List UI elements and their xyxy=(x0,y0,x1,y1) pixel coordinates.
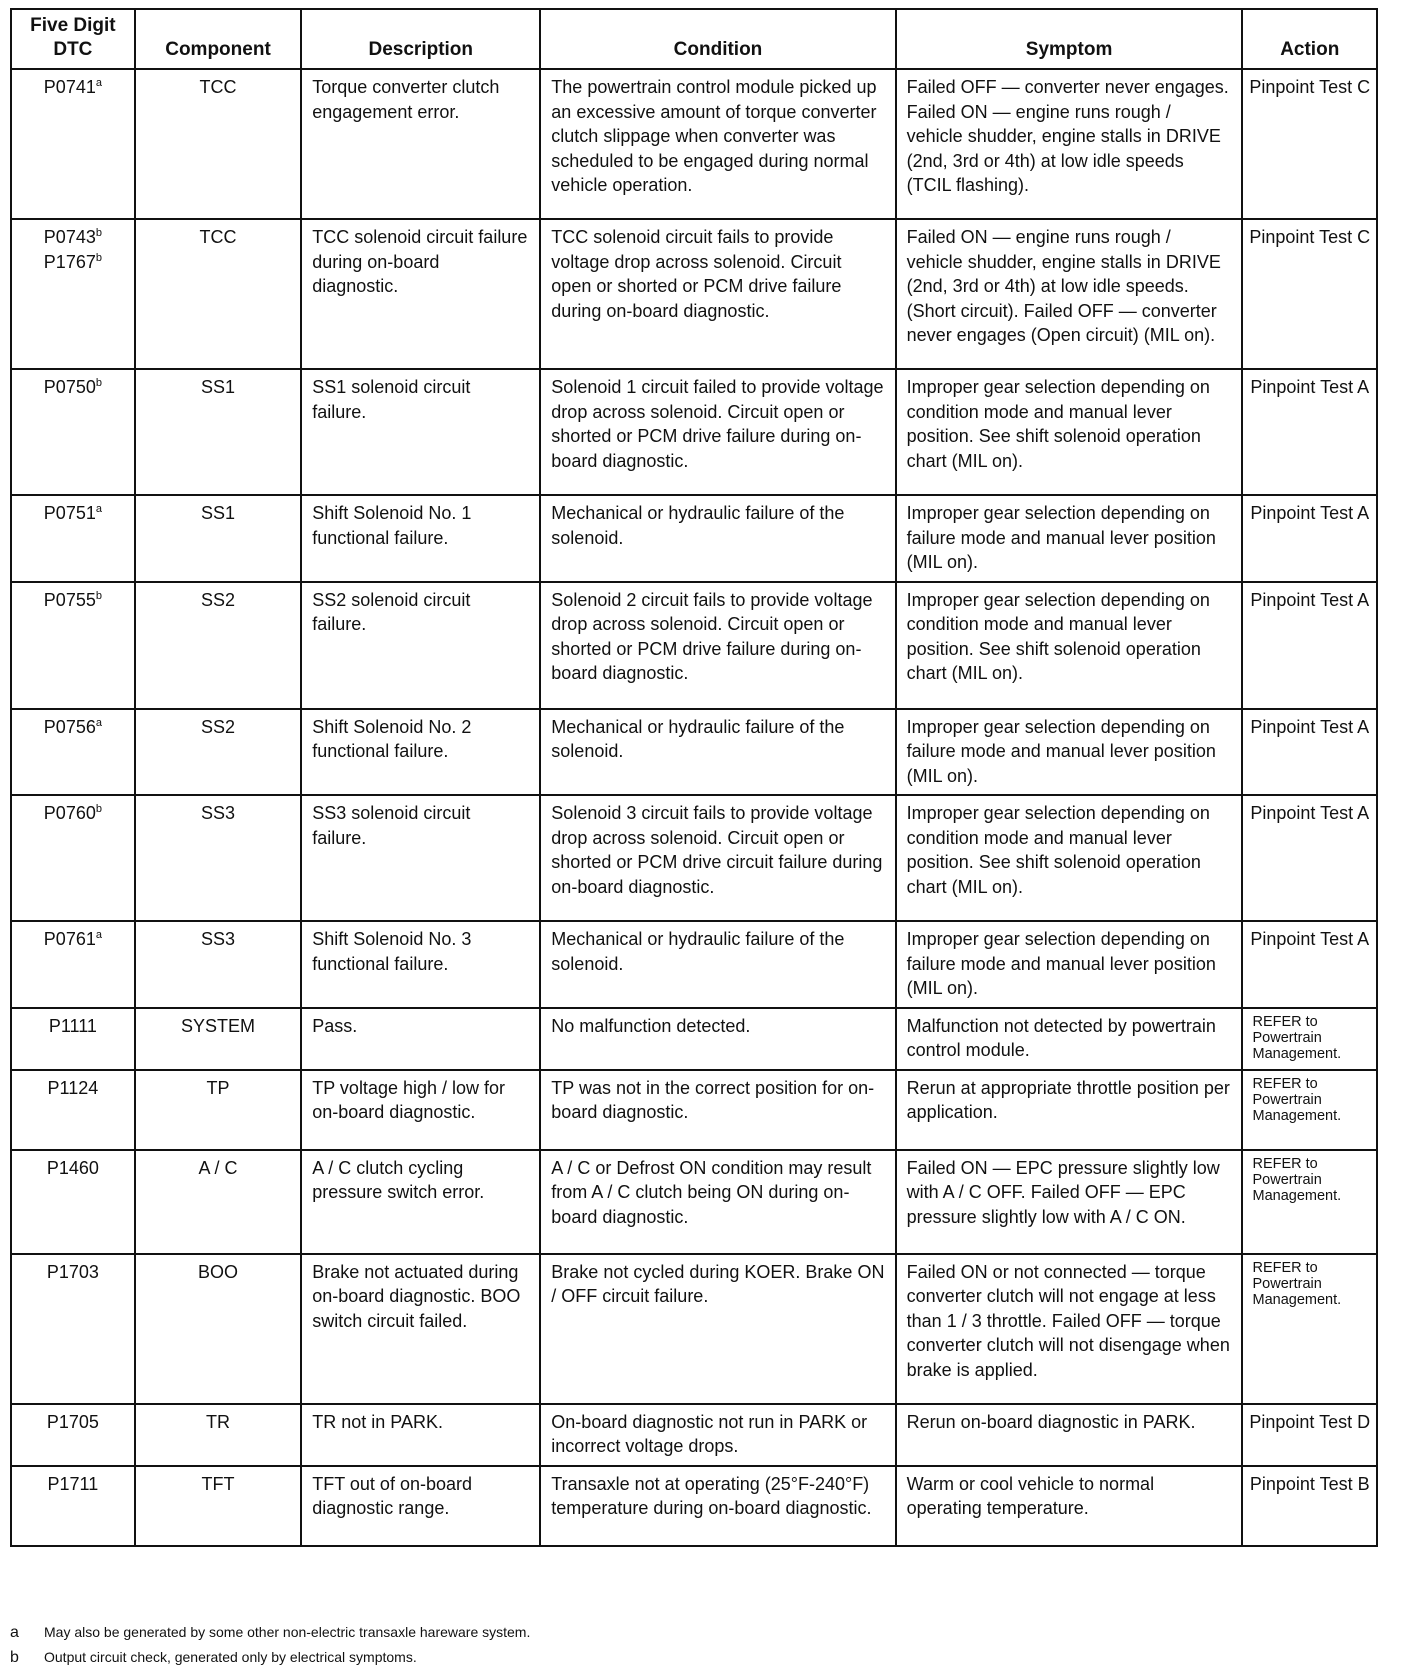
cell-symptom: Failed ON — engine runs rough / vehicle shudder, engine stalls in DRIVE (2nd, 3rd or 4th) at low idle speeds. (Short circuit). Failed OFF — converter never engages (Open circuit) (MIL on). xyxy=(896,219,1243,369)
dtc-code: P1703 xyxy=(46,1261,99,1282)
table-row xyxy=(11,1466,1377,1546)
dtc-code-line xyxy=(16,1410,130,1435)
dtc-code-line xyxy=(16,225,130,250)
cell-action: Pinpoint Test D xyxy=(1242,1404,1377,1466)
cell-symptom: Failed ON — EPC pressure slightly low with A / C OFF. Failed OFF — EPC pressure slightly low with A / C ON. xyxy=(896,1150,1243,1254)
footnote-ref: b xyxy=(95,589,102,602)
table-row xyxy=(11,1008,1377,1070)
header-condition: Condition xyxy=(540,9,895,69)
header-dtc: Five Digit DTC xyxy=(11,9,135,69)
footnote-marker: a xyxy=(10,1624,19,1641)
cell-action: Pinpoint Test A xyxy=(1242,709,1377,796)
cell-action: REFER to Powertrain Management. xyxy=(1242,1070,1377,1150)
cell-action: Pinpoint Test A xyxy=(1242,369,1377,495)
cell-action: Pinpoint Test A xyxy=(1242,795,1377,921)
cell-condition: Mechanical or hydraulic failure of the solenoid. xyxy=(540,921,895,1008)
cell-description: TR not in PARK. xyxy=(301,1404,540,1466)
cell-symptom: Rerun at appropriate throttle position per application. xyxy=(896,1070,1243,1150)
cell-dtc xyxy=(11,709,135,796)
cell-condition: Mechanical or hydraulic failure of the solenoid. xyxy=(540,709,895,796)
dtc-table xyxy=(10,8,1378,1547)
cell-component: SS1 xyxy=(135,495,301,582)
cell-condition: Mechanical or hydraulic failure of the solenoid. xyxy=(540,495,895,582)
cell-description: Shift Solenoid No. 1 functional failure. xyxy=(301,495,540,582)
cell-dtc xyxy=(11,1404,135,1466)
header-component: Component xyxy=(135,9,301,69)
table-row xyxy=(11,495,1377,582)
table-row xyxy=(11,69,1377,219)
footnote-ref: a xyxy=(95,503,102,515)
cell-symptom: Improper gear selection depending on failure mode and manual lever position (MIL on). xyxy=(896,495,1243,582)
table-row xyxy=(11,369,1377,495)
dtc-code: P1705 xyxy=(46,1411,99,1432)
cell-component: TCC xyxy=(135,69,301,219)
cell-condition: A / C or Defrost ON condition may result from A / C clutch being ON during on-board diagnostic. xyxy=(540,1150,895,1254)
dtc-code: P0755 xyxy=(43,589,96,610)
cell-condition: Solenoid 1 circuit failed to provide voltage drop across solenoid. Circuit open or shorted or PCM drive failure during on-board diagnostic. xyxy=(540,369,895,495)
footnotes xyxy=(10,1620,530,1670)
cell-condition: TCC solenoid circuit fails to provide voltage drop across solenoid. Circuit open or shorted or PCM drive failure during on-board diagnostic. xyxy=(540,219,895,369)
table-row xyxy=(11,219,1377,369)
cell-component: A / C xyxy=(135,1150,301,1254)
cell-component: TR xyxy=(135,1404,301,1466)
footnote-ref: a xyxy=(95,77,102,89)
dtc-code: P0756 xyxy=(43,716,96,737)
table-body xyxy=(11,69,1377,1546)
cell-condition: The powertrain control module picked up an excessive amount of torque converter clutch slippage when converter was scheduled to be engaged during normal vehicle operation. xyxy=(540,69,895,219)
cell-action: Pinpoint Test A xyxy=(1242,921,1377,1008)
cell-description: SS1 solenoid circuit failure. xyxy=(301,369,540,495)
cell-condition: Solenoid 3 circuit fails to provide voltage drop across solenoid. Circuit open or shorted or PCM drive circuit failure during on-board diagnostic. xyxy=(540,795,895,921)
dtc-code: P1711 xyxy=(47,1473,99,1494)
cell-action: REFER to Powertrain Management. xyxy=(1242,1008,1377,1070)
cell-symptom: Improper gear selection depending on failure mode and manual lever position (MIL on). xyxy=(896,709,1243,796)
cell-symptom: Failed ON or not connected — torque converter clutch will not engage at less than 1 / 3 throttle. Failed OFF — torque converter clutch will not disengage when brake is applied. xyxy=(896,1254,1243,1404)
table-row xyxy=(11,1404,1377,1466)
cell-dtc xyxy=(11,582,135,709)
cell-description: TCC solenoid circuit failure during on-board diagnostic. xyxy=(301,219,540,369)
cell-action: REFER to Powertrain Management. xyxy=(1242,1254,1377,1404)
dtc-code-line xyxy=(16,1076,130,1101)
footnote-text: Output circuit check, generated only by electrical symptoms. xyxy=(44,1649,417,1665)
dtc-code: P0751 xyxy=(43,503,96,523)
footnote-marker: b xyxy=(10,1649,19,1666)
cell-symptom: Warm or cool vehicle to normal operating temperature. xyxy=(896,1466,1243,1546)
cell-component: TP xyxy=(135,1070,301,1150)
dtc-code: P0741 xyxy=(43,77,96,97)
cell-dtc xyxy=(11,1070,135,1150)
footnote-b xyxy=(10,1645,530,1670)
header-symptom: Symptom xyxy=(896,9,1243,69)
dtc-code-line xyxy=(16,1472,130,1497)
cell-description: Torque converter clutch engagement error. xyxy=(301,69,540,219)
cell-symptom: Rerun on-board diagnostic in PARK. xyxy=(896,1404,1243,1466)
cell-condition: Transaxle not at operating (25°F-240°F) temperature during on-board diagnostic. xyxy=(540,1466,895,1546)
dtc-code: P0750 xyxy=(43,377,96,397)
cell-action: Pinpoint Test C xyxy=(1242,69,1377,219)
dtc-code-line xyxy=(16,588,130,613)
table-row xyxy=(11,1254,1377,1404)
cell-description: SS3 solenoid circuit failure. xyxy=(301,795,540,921)
cell-description: TP voltage high / low for on-board diagnostic. xyxy=(301,1070,540,1150)
cell-action: Pinpoint Test A xyxy=(1242,582,1377,709)
dtc-code: P1124 xyxy=(47,1077,99,1098)
cell-dtc xyxy=(11,495,135,582)
cell-symptom: Improper gear selection depending on failure mode and manual lever position (MIL on). xyxy=(896,921,1243,1008)
cell-condition: Brake not cycled during KOER. Brake ON / OFF circuit failure. xyxy=(540,1254,895,1404)
cell-component: SS2 xyxy=(135,582,301,709)
cell-action: REFER to Powertrain Management. xyxy=(1242,1150,1377,1254)
cell-condition: TP was not in the correct position for on-board diagnostic. xyxy=(540,1070,895,1150)
cell-dtc xyxy=(11,219,135,369)
cell-dtc xyxy=(11,921,135,1008)
cell-component: SS3 xyxy=(135,921,301,1008)
table-row xyxy=(11,709,1377,796)
cell-component: TFT xyxy=(135,1466,301,1546)
footnote-ref: b xyxy=(95,377,102,389)
cell-symptom: Failed OFF — converter never engages. Failed ON — engine runs rough / vehicle shudder, engine stalls in DRIVE (2nd, 3rd or 4th) at low idle speeds (TCIL flashing). xyxy=(896,69,1243,219)
cell-component: SS3 xyxy=(135,795,301,921)
cell-component: SYSTEM xyxy=(135,1008,301,1070)
cell-dtc xyxy=(11,795,135,921)
cell-dtc xyxy=(11,369,135,495)
dtc-code-line xyxy=(16,801,130,826)
cell-condition: No malfunction detected. xyxy=(540,1008,895,1070)
table-row xyxy=(11,921,1377,1008)
table-row xyxy=(11,795,1377,921)
cell-component: TCC xyxy=(135,219,301,369)
footnote-ref: b xyxy=(95,251,102,264)
dtc-code-line xyxy=(16,501,130,526)
cell-action: Pinpoint Test B xyxy=(1242,1466,1377,1546)
cell-description: Shift Solenoid No. 3 functional failure. xyxy=(301,921,540,1008)
cell-symptom: Improper gear selection depending on condition mode and manual lever position. See shift solenoid operation chart (MIL on). xyxy=(896,369,1243,495)
cell-description: TFT out of on-board diagnostic range. xyxy=(301,1466,540,1546)
footnote-a xyxy=(10,1620,530,1645)
dtc-code: P0760 xyxy=(43,803,96,823)
dtc-code: P1460 xyxy=(46,1157,99,1178)
table-row xyxy=(11,1150,1377,1254)
cell-symptom: Improper gear selection depending on condition mode and manual lever position. See shift solenoid operation chart (MIL on). xyxy=(896,582,1243,709)
dtc-code-line xyxy=(16,1014,130,1039)
cell-condition: Solenoid 2 circuit fails to provide voltage drop across solenoid. Circuit open or shorted or PCM drive failure during on-board diagnostic. xyxy=(540,582,895,709)
cell-dtc xyxy=(11,1466,135,1546)
footnote-text: May also be generated by some other non-electric transaxle hareware system. xyxy=(44,1624,531,1640)
footnote-ref: a xyxy=(95,929,102,941)
footnote-ref: a xyxy=(95,716,102,729)
dtc-code-line xyxy=(16,375,130,400)
cell-action: Pinpoint Test C xyxy=(1242,219,1377,369)
cell-component: SS2 xyxy=(135,709,301,796)
table-row xyxy=(11,582,1377,709)
dtc-code: P0761 xyxy=(43,929,96,949)
dtc-code-line xyxy=(16,75,130,100)
dtc-code-line xyxy=(16,715,130,740)
cell-action: Pinpoint Test A xyxy=(1242,495,1377,582)
footnote-ref: b xyxy=(95,227,102,239)
dtc-code-line xyxy=(16,1156,130,1181)
table-row xyxy=(11,1070,1377,1150)
cell-symptom: Improper gear selection depending on condition mode and manual lever position. See shift solenoid operation chart (MIL on). xyxy=(896,795,1243,921)
cell-description: Brake not actuated during on-board diagnostic. BOO switch circuit failed. xyxy=(301,1254,540,1404)
cell-description: Pass. xyxy=(301,1008,540,1070)
cell-component: SS1 xyxy=(135,369,301,495)
cell-component: BOO xyxy=(135,1254,301,1404)
dtc-code: P1767 xyxy=(43,251,96,272)
cell-dtc xyxy=(11,1254,135,1404)
cell-description: A / C clutch cycling pressure switch error. xyxy=(301,1150,540,1254)
dtc-code-line xyxy=(16,1260,130,1285)
dtc-code: P1111 xyxy=(48,1015,97,1036)
cell-dtc xyxy=(11,69,135,219)
cell-condition: On-board diagnostic not run in PARK or incorrect voltage drops. xyxy=(540,1404,895,1466)
cell-dtc xyxy=(11,1008,135,1070)
dtc-code-line xyxy=(16,927,130,952)
dtc-code: P0743 xyxy=(43,227,96,247)
header-description: Description xyxy=(301,9,540,69)
cell-symptom: Malfunction not detected by powertrain control module. xyxy=(896,1008,1243,1070)
dtc-document xyxy=(10,8,1378,1547)
cell-description: SS2 solenoid circuit failure. xyxy=(301,582,540,709)
dtc-code-line xyxy=(16,250,130,275)
footnote-ref: b xyxy=(95,803,102,815)
table-header-row xyxy=(11,9,1377,69)
cell-dtc xyxy=(11,1150,135,1254)
cell-description: Shift Solenoid No. 2 functional failure. xyxy=(301,709,540,796)
header-action: Action xyxy=(1242,9,1377,69)
